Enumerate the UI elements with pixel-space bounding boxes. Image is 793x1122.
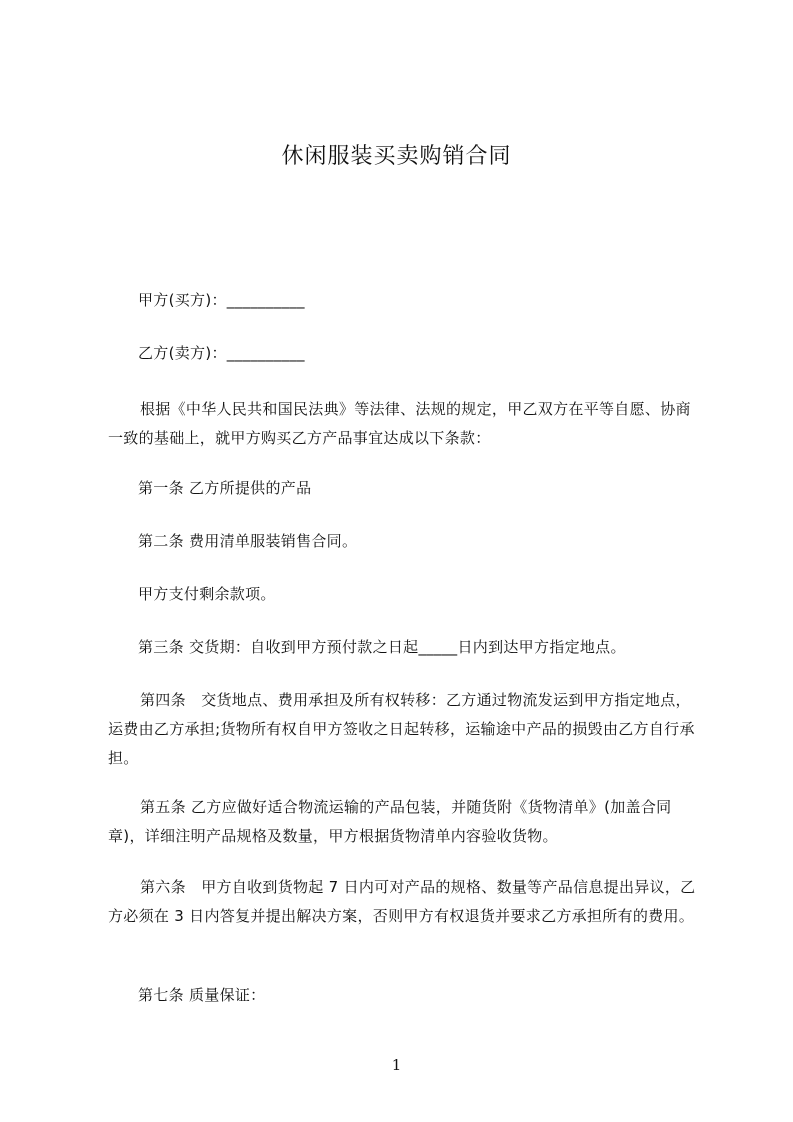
article-5: 第五条 乙方应做好适合物流运输的产品包装，并随货附《货物清单》(加盖合同章)，详细注明产品规格及数量，甲方根据货物清单内容验收货物。	[108, 798, 672, 845]
payment-line: 甲方支付剩余款项。	[138, 585, 276, 603]
party-a-line: 甲方(买方)：__________	[138, 291, 305, 309]
article-1: 第一条 乙方所提供的产品	[138, 479, 312, 497]
page-number: 1	[391, 1056, 402, 1074]
contract-title: 休闲服装买卖购销合同	[281, 144, 512, 169]
article-2: 第二条 费用清单服装销售合同。	[138, 532, 358, 550]
article-4: 第四条 交货地点、费用承担及所有权转移：乙方通过物流发运到甲方指定地点，运费由乙方承担;货物所有权自甲方签收之日起转移，运输途中产品的损毁由乙方自行承担。	[108, 691, 695, 767]
article-7: 第七条 质量保证：	[138, 986, 266, 1004]
preamble-paragraph: 根据《中华人民共和国民法典》等法律、法规的规定，甲乙双方在平等自愿、协商一致的基础上，就甲方购买乙方产品事宜达成以下条款：	[108, 400, 691, 447]
article-3: 第三条 交货期：自收到甲方预付款之日起_____日内到达甲方指定地点。	[138, 638, 626, 656]
article-6: 第六条 甲方自收到货物起 7 日内可对产品的规格、数量等产品信息提出异议，乙方必须在 3 日内答复并提出解决方案，否则甲方有权退货并要求乙方承担所有的费用。	[108, 878, 696, 925]
party-b-line: 乙方(卖方)：__________	[138, 344, 305, 362]
